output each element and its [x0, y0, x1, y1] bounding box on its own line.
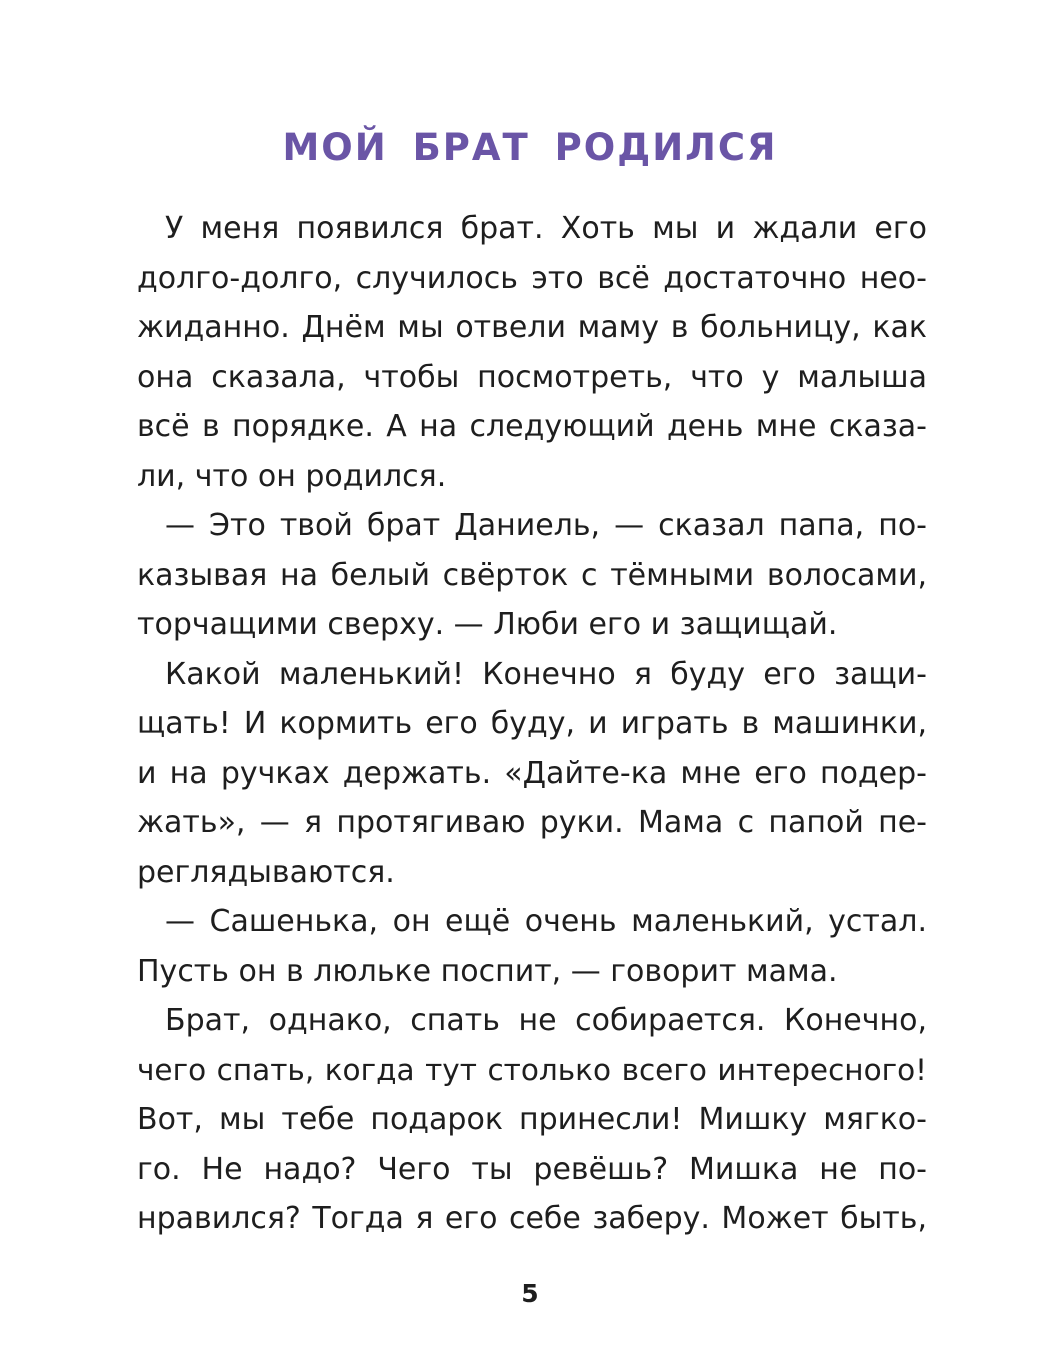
text-line: жиданно. Днём мы отвели маму в больницу, как [137, 310, 927, 345]
text-line: долго-долго, случилось это всё достаточно нео- [137, 260, 927, 296]
text-line: У меня появился брат. Хоть мы и ждали его [165, 211, 927, 246]
text-line: казывая на белый свёрток с тёмными волосами, [137, 557, 927, 593]
page-number: 5 [521, 1279, 539, 1308]
text-line: и на ручках держать. «Дайте-ка мне его подер- [137, 755, 927, 791]
text-line: Вот, мы тебе подарок принесли! Мишку мягко- [137, 1102, 927, 1137]
text-line: Брат, однако, спать не собирается. Конечно, [165, 1003, 927, 1038]
text-line: нравился? Тогда я его себе заберу. Может быть, [137, 1201, 927, 1236]
text-line: ли, что он родился. [137, 458, 447, 494]
text-line: она сказала, чтобы посмотреть, что у малыша [137, 359, 927, 395]
text-line: торчащими сверху. — Люби его и защищай. [137, 607, 838, 642]
text-line: Какой маленький! Конечно я буду его защи- [165, 656, 927, 692]
text-line: чего спать, когда тут столько всего интересного! [137, 1052, 927, 1087]
body-text [137, 204, 927, 1244]
text-line: реглядываются. [137, 854, 395, 890]
text-line: — Это твой брат Даниель, — сказал папа, по- [165, 508, 927, 543]
chapter-title: МОЙ БРАТ РОДИЛСЯ [282, 126, 778, 169]
text-line: всё в порядке. А на следующий день мне сказа- [137, 409, 927, 444]
text-line: — Сашенька, он ещё очень маленький, устал. [165, 904, 927, 939]
text-line: го. Не надо? Чего ты ревёшь? Мишка не по- [137, 1151, 927, 1187]
text-line: Пусть он в люльке поспит, — говорит мама. [137, 953, 838, 989]
text-line: жать», — я протягиваю руки. Мама с папой пе- [137, 805, 927, 840]
text-line: щать! И кормить его буду, и играть в машинки, [137, 706, 927, 741]
